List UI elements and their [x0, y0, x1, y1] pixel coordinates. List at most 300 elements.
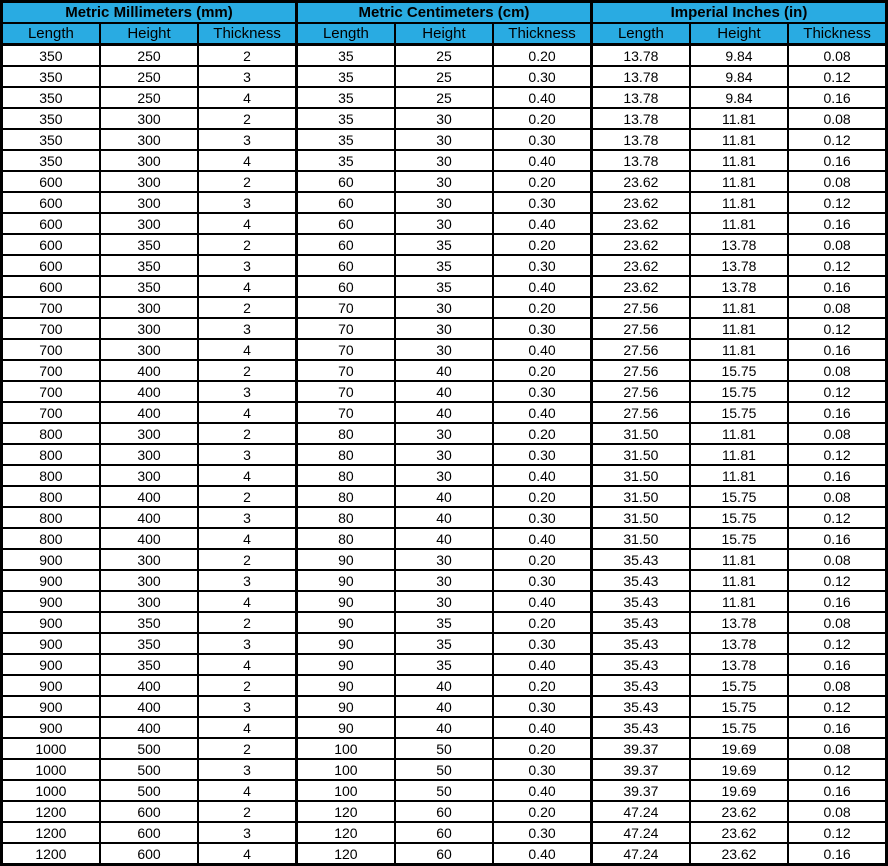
table-cell: 900	[2, 654, 100, 675]
table-cell: 11.81	[690, 444, 788, 465]
table-row	[2, 276, 887, 297]
table-cell: 35.43	[591, 717, 689, 738]
table-cell: 90	[296, 570, 394, 591]
table-cell: 2	[198, 675, 296, 696]
table-cell: 90	[296, 549, 394, 570]
table-cell: 250	[100, 66, 198, 87]
table-cell: 39.37	[591, 759, 689, 780]
table-cell: 2	[198, 486, 296, 507]
table-cell: 300	[100, 570, 198, 591]
table-cell: 0.16	[788, 528, 886, 549]
table-cell: 600	[100, 843, 198, 865]
col-header-in-thickness: Thickness	[788, 23, 886, 45]
table-cell: 0.30	[493, 444, 591, 465]
table-cell: 350	[100, 276, 198, 297]
table-cell: 9.84	[690, 66, 788, 87]
table-row	[2, 213, 887, 234]
table-cell: 0.30	[493, 129, 591, 150]
table-cell: 35.43	[591, 570, 689, 591]
table-cell: 4	[198, 843, 296, 865]
table-cell: 400	[100, 507, 198, 528]
group-header-imperial-inches: Imperial Inches (in)	[591, 2, 886, 24]
table-cell: 0.30	[493, 759, 591, 780]
table-row	[2, 486, 887, 507]
table-cell: 0.12	[788, 507, 886, 528]
table-cell: 0.40	[493, 339, 591, 360]
table-cell: 350	[2, 87, 100, 108]
table-cell: 80	[296, 486, 394, 507]
table-cell: 31.50	[591, 423, 689, 444]
table-cell: 60	[296, 234, 394, 255]
table-cell: 0.30	[493, 66, 591, 87]
table-cell: 900	[2, 633, 100, 654]
table-cell: 40	[395, 717, 493, 738]
table-cell: 30	[395, 465, 493, 486]
table-cell: 23.62	[591, 213, 689, 234]
table-cell: 0.20	[493, 549, 591, 570]
table-row	[2, 423, 887, 444]
table-cell: 60	[395, 843, 493, 865]
table-cell: 15.75	[690, 402, 788, 423]
table-cell: 900	[2, 717, 100, 738]
table-cell: 0.08	[788, 45, 886, 67]
table-body	[2, 45, 887, 865]
table-cell: 13.78	[591, 87, 689, 108]
table-cell: 2	[198, 297, 296, 318]
table-cell: 35.43	[591, 591, 689, 612]
table-cell: 0.40	[493, 591, 591, 612]
table-cell: 35.43	[591, 549, 689, 570]
table-cell: 2	[198, 45, 296, 67]
table-cell: 13.78	[591, 108, 689, 129]
table-cell: 400	[100, 717, 198, 738]
table-cell: 0.12	[788, 381, 886, 402]
table-cell: 30	[395, 570, 493, 591]
table-cell: 50	[395, 759, 493, 780]
table-cell: 1000	[2, 738, 100, 759]
table-cell: 50	[395, 738, 493, 759]
table-cell: 70	[296, 381, 394, 402]
table-cell: 1000	[2, 780, 100, 801]
table-row	[2, 402, 887, 423]
table-cell: 25	[395, 87, 493, 108]
table-cell: 23.62	[591, 192, 689, 213]
table-cell: 30	[395, 339, 493, 360]
table-cell: 35	[395, 612, 493, 633]
table-cell: 15.75	[690, 675, 788, 696]
table-cell: 0.12	[788, 822, 886, 843]
table-cell: 27.56	[591, 402, 689, 423]
table-cell: 500	[100, 738, 198, 759]
table-cell: 900	[2, 696, 100, 717]
table-cell: 700	[2, 402, 100, 423]
table-cell: 40	[395, 507, 493, 528]
table-cell: 35	[296, 66, 394, 87]
table-cell: 0.20	[493, 234, 591, 255]
table-cell: 23.62	[591, 171, 689, 192]
table-cell: 350	[100, 612, 198, 633]
table-cell: 9.84	[690, 87, 788, 108]
table-cell: 0.16	[788, 276, 886, 297]
table-row	[2, 465, 887, 486]
table-cell: 2	[198, 108, 296, 129]
table-cell: 2	[198, 234, 296, 255]
table-cell: 60	[296, 255, 394, 276]
table-cell: 0.12	[788, 759, 886, 780]
table-cell: 47.24	[591, 822, 689, 843]
table-cell: 40	[395, 486, 493, 507]
table-cell: 250	[100, 45, 198, 67]
table-cell: 3	[198, 66, 296, 87]
table-row	[2, 549, 887, 570]
table-cell: 0.12	[788, 192, 886, 213]
table-cell: 0.08	[788, 234, 886, 255]
table-cell: 0.08	[788, 108, 886, 129]
table-cell: 700	[2, 360, 100, 381]
table-cell: 15.75	[690, 360, 788, 381]
table-cell: 90	[296, 675, 394, 696]
table-cell: 0.12	[788, 696, 886, 717]
table-cell: 11.81	[690, 591, 788, 612]
table-cell: 90	[296, 654, 394, 675]
table-cell: 350	[100, 633, 198, 654]
table-cell: 90	[296, 633, 394, 654]
table-cell: 9.84	[690, 45, 788, 67]
table-cell: 700	[2, 381, 100, 402]
table-row	[2, 66, 887, 87]
table-cell: 300	[100, 591, 198, 612]
table-cell: 300	[100, 444, 198, 465]
table-row	[2, 444, 887, 465]
table-cell: 13.78	[591, 45, 689, 67]
col-header-mm-height: Height	[100, 23, 198, 45]
table-cell: 31.50	[591, 444, 689, 465]
table-cell: 4	[198, 591, 296, 612]
table-cell: 35	[395, 276, 493, 297]
table-cell: 0.12	[788, 66, 886, 87]
table-cell: 30	[395, 318, 493, 339]
table-cell: 900	[2, 549, 100, 570]
table-cell: 35.43	[591, 612, 689, 633]
table-cell: 39.37	[591, 738, 689, 759]
table-cell: 0.16	[788, 591, 886, 612]
table-cell: 47.24	[591, 801, 689, 822]
table-cell: 0.20	[493, 297, 591, 318]
table-cell: 4	[198, 150, 296, 171]
table-row	[2, 528, 887, 549]
table-cell: 90	[296, 717, 394, 738]
table-cell: 0.40	[493, 717, 591, 738]
table-row	[2, 360, 887, 381]
table-cell: 0.16	[788, 843, 886, 865]
table-cell: 13.78	[690, 633, 788, 654]
table-row	[2, 108, 887, 129]
table-cell: 13.78	[690, 654, 788, 675]
table-cell: 400	[100, 402, 198, 423]
table-cell: 0.16	[788, 339, 886, 360]
table-cell: 350	[2, 129, 100, 150]
table-cell: 2	[198, 612, 296, 633]
table-cell: 350	[100, 654, 198, 675]
table-cell: 30	[395, 192, 493, 213]
table-cell: 2	[198, 549, 296, 570]
table-cell: 120	[296, 801, 394, 822]
table-cell: 13.78	[690, 234, 788, 255]
table-cell: 90	[296, 591, 394, 612]
table-cell: 100	[296, 780, 394, 801]
table-cell: 3	[198, 255, 296, 276]
table-cell: 0.30	[493, 822, 591, 843]
table-cell: 35.43	[591, 654, 689, 675]
table-cell: 2	[198, 171, 296, 192]
table-row	[2, 297, 887, 318]
table-cell: 0.40	[493, 780, 591, 801]
table-cell: 0.20	[493, 171, 591, 192]
table-cell: 70	[296, 402, 394, 423]
table-row	[2, 696, 887, 717]
table-cell: 35.43	[591, 633, 689, 654]
table-cell: 30	[395, 213, 493, 234]
table-cell: 11.81	[690, 570, 788, 591]
table-cell: 0.40	[493, 276, 591, 297]
col-header-in-height: Height	[690, 23, 788, 45]
table-cell: 0.12	[788, 570, 886, 591]
table-row	[2, 150, 887, 171]
table-cell: 13.78	[690, 276, 788, 297]
table-cell: 0.30	[493, 696, 591, 717]
table-cell: 350	[100, 255, 198, 276]
table-cell: 11.81	[690, 150, 788, 171]
table-cell: 3	[198, 633, 296, 654]
table-row	[2, 822, 887, 843]
table-cell: 0.30	[493, 192, 591, 213]
table-cell: 11.81	[690, 465, 788, 486]
table-cell: 70	[296, 297, 394, 318]
table-cell: 0.16	[788, 150, 886, 171]
table-row	[2, 339, 887, 360]
table-cell: 11.81	[690, 171, 788, 192]
table-cell: 90	[296, 612, 394, 633]
table-cell: 300	[100, 339, 198, 360]
table-cell: 300	[100, 318, 198, 339]
table-cell: 800	[2, 465, 100, 486]
table-cell: 800	[2, 528, 100, 549]
table-cell: 11.81	[690, 108, 788, 129]
table-cell: 3	[198, 444, 296, 465]
table-cell: 30	[395, 150, 493, 171]
table-cell: 300	[100, 423, 198, 444]
table-cell: 0.40	[493, 528, 591, 549]
table-cell: 600	[2, 213, 100, 234]
table-cell: 27.56	[591, 360, 689, 381]
table-row	[2, 843, 887, 865]
table-cell: 900	[2, 612, 100, 633]
table-cell: 100	[296, 759, 394, 780]
table-cell: 70	[296, 318, 394, 339]
table-cell: 300	[100, 192, 198, 213]
table-cell: 900	[2, 675, 100, 696]
table-cell: 0.20	[493, 801, 591, 822]
table-cell: 4	[198, 780, 296, 801]
table-cell: 35	[395, 654, 493, 675]
table-cell: 300	[100, 549, 198, 570]
table-cell: 3	[198, 381, 296, 402]
table-cell: 11.81	[690, 318, 788, 339]
table-cell: 0.30	[493, 255, 591, 276]
table-cell: 0.20	[493, 675, 591, 696]
table-cell: 700	[2, 297, 100, 318]
column-header-row	[2, 23, 887, 45]
table-cell: 19.69	[690, 780, 788, 801]
table-cell: 70	[296, 339, 394, 360]
table-cell: 0.20	[493, 108, 591, 129]
table-cell: 0.08	[788, 360, 886, 381]
table-cell: 350	[2, 108, 100, 129]
table-row	[2, 234, 887, 255]
table-cell: 900	[2, 591, 100, 612]
table-cell: 600	[100, 801, 198, 822]
table-cell: 0.16	[788, 213, 886, 234]
table-cell: 120	[296, 843, 394, 865]
table-cell: 400	[100, 528, 198, 549]
table-cell: 0.20	[493, 738, 591, 759]
table-cell: 13.78	[690, 255, 788, 276]
table-cell: 0.12	[788, 129, 886, 150]
table-cell: 23.62	[690, 801, 788, 822]
table-cell: 3	[198, 822, 296, 843]
table-cell: 2	[198, 360, 296, 381]
table-row	[2, 738, 887, 759]
table-cell: 35.43	[591, 675, 689, 696]
table-cell: 47.24	[591, 843, 689, 865]
table-row	[2, 570, 887, 591]
col-header-cm-height: Height	[395, 23, 493, 45]
table-cell: 3	[198, 696, 296, 717]
table-cell: 120	[296, 822, 394, 843]
table-cell: 30	[395, 129, 493, 150]
table-cell: 900	[2, 570, 100, 591]
table-cell: 4	[198, 465, 296, 486]
table-cell: 60	[296, 171, 394, 192]
table-row	[2, 780, 887, 801]
table-cell: 31.50	[591, 528, 689, 549]
table-row	[2, 633, 887, 654]
table-cell: 800	[2, 423, 100, 444]
table-cell: 0.08	[788, 423, 886, 444]
table-cell: 600	[2, 276, 100, 297]
table-cell: 0.40	[493, 402, 591, 423]
table-cell: 0.16	[788, 780, 886, 801]
table-cell: 1200	[2, 801, 100, 822]
table-cell: 11.81	[690, 339, 788, 360]
table-cell: 27.56	[591, 381, 689, 402]
table-cell: 60	[296, 213, 394, 234]
table-cell: 19.69	[690, 738, 788, 759]
col-header-cm-length: Length	[296, 23, 394, 45]
table-cell: 0.40	[493, 150, 591, 171]
table-cell: 0.08	[788, 801, 886, 822]
table-cell: 30	[395, 591, 493, 612]
group-header-metric-millimeters: Metric Millimeters (mm)	[2, 2, 297, 24]
table-cell: 300	[100, 465, 198, 486]
table-cell: 3	[198, 318, 296, 339]
table-cell: 2	[198, 423, 296, 444]
table-cell: 15.75	[690, 717, 788, 738]
table-cell: 35	[296, 150, 394, 171]
table-cell: 3	[198, 507, 296, 528]
table-cell: 4	[198, 717, 296, 738]
table-cell: 23.62	[591, 276, 689, 297]
table-cell: 0.16	[788, 717, 886, 738]
table-cell: 25	[395, 45, 493, 67]
table-cell: 4	[198, 339, 296, 360]
table-cell: 0.08	[788, 486, 886, 507]
table-cell: 13.78	[591, 66, 689, 87]
table-cell: 15.75	[690, 507, 788, 528]
table-cell: 0.40	[493, 213, 591, 234]
table-cell: 40	[395, 696, 493, 717]
group-header-row	[2, 2, 887, 24]
table-cell: 350	[2, 150, 100, 171]
table-cell: 0.08	[788, 738, 886, 759]
table-cell: 30	[395, 108, 493, 129]
table-cell: 30	[395, 423, 493, 444]
table-cell: 23.62	[690, 822, 788, 843]
table-cell: 400	[100, 486, 198, 507]
table-cell: 300	[100, 129, 198, 150]
table-row	[2, 591, 887, 612]
table-cell: 27.56	[591, 318, 689, 339]
table-cell: 300	[100, 213, 198, 234]
table-cell: 30	[395, 444, 493, 465]
table-cell: 0.12	[788, 444, 886, 465]
table-cell: 25	[395, 66, 493, 87]
table-cell: 40	[395, 675, 493, 696]
table-cell: 0.30	[493, 633, 591, 654]
table-cell: 80	[296, 465, 394, 486]
table-cell: 350	[2, 45, 100, 67]
table-cell: 40	[395, 360, 493, 381]
table-cell: 0.40	[493, 465, 591, 486]
table-cell: 3	[198, 192, 296, 213]
table-cell: 11.81	[690, 297, 788, 318]
table-cell: 0.08	[788, 549, 886, 570]
table-cell: 0.20	[493, 45, 591, 67]
table-cell: 23.62	[591, 255, 689, 276]
table-cell: 0.40	[493, 843, 591, 865]
table-cell: 400	[100, 696, 198, 717]
table-row	[2, 381, 887, 402]
col-header-in-length: Length	[591, 23, 689, 45]
table-cell: 15.75	[690, 528, 788, 549]
table-cell: 500	[100, 759, 198, 780]
table-cell: 90	[296, 696, 394, 717]
table-cell: 0.40	[493, 87, 591, 108]
table-cell: 0.16	[788, 465, 886, 486]
table-cell: 80	[296, 423, 394, 444]
table-cell: 11.81	[690, 192, 788, 213]
table-cell: 0.16	[788, 654, 886, 675]
table-cell: 600	[2, 255, 100, 276]
table-cell: 35	[395, 255, 493, 276]
table-cell: 35	[395, 633, 493, 654]
table-cell: 15.75	[690, 381, 788, 402]
table-row	[2, 654, 887, 675]
table-cell: 0.12	[788, 318, 886, 339]
table-cell: 350	[2, 66, 100, 87]
table-cell: 4	[198, 213, 296, 234]
table-row	[2, 171, 887, 192]
